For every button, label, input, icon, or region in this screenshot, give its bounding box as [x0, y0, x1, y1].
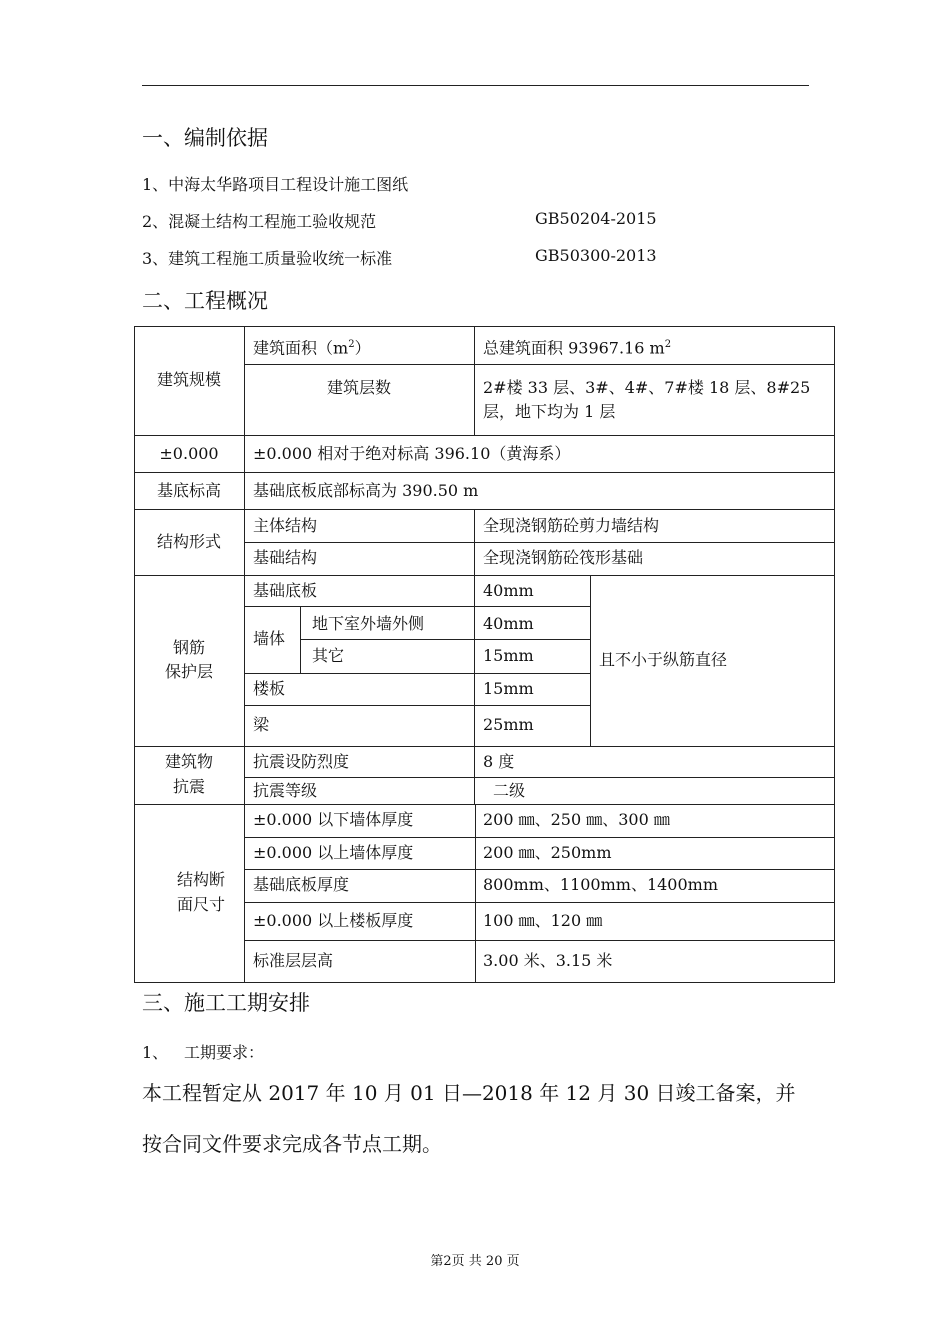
cover-note: 且不小于纵筋直径 [599, 650, 728, 669]
table-line [134, 804, 835, 805]
beam-label: 梁 [253, 715, 270, 734]
cover-slab-label: 基础底板 [253, 581, 318, 600]
scale-label: 建筑规模 [156, 370, 221, 389]
story-height-label: 标准层层高 [253, 951, 334, 970]
base-value: 基础底板底部标高为 390.50 m [253, 481, 479, 500]
basis-item-3-code: GB50300-2013 [535, 246, 657, 265]
area-value-text: 总建筑面积 93967.16 m [483, 338, 665, 358]
story-height-value: 3.00 米、3.15 米 [483, 951, 613, 970]
basis-item-2-code: GB50204-2015 [535, 209, 657, 228]
basis-item-3: 3、建筑工程施工质量验收统一标准 [142, 249, 393, 268]
floors-label: 建筑层数 [326, 378, 391, 397]
struct-label: 结构形式 [156, 532, 221, 551]
table-line [475, 804, 476, 983]
table-line [300, 639, 590, 640]
basis-item-1: 1、中海太华路项目工程设计施工图纸 [142, 175, 409, 194]
table-line [134, 575, 835, 576]
main-struct-value: 全现浇钢筋砼剪力墙结构 [483, 516, 660, 535]
table-line [134, 746, 835, 747]
schedule-paragraph-line2: 按合同文件要求完成各节点工期。 [142, 1132, 442, 1156]
table-line [244, 606, 590, 607]
zero-label: ±0.000 [159, 444, 219, 463]
wall-label: 墙体 [253, 629, 286, 648]
wall-other-label: 其它 [312, 646, 345, 665]
area-label [253, 334, 371, 359]
wall-other-value: 15mm [483, 646, 534, 665]
table-line [474, 575, 475, 746]
table-line [134, 472, 835, 473]
below-wall-value: 200 ㎜、250 ㎜、300 ㎜ [483, 810, 670, 829]
table-line [244, 940, 835, 941]
table-line [590, 575, 591, 746]
schedule-item-1-text: 工期要求： [184, 1043, 265, 1062]
wall-outer-label: 地下室外墙外侧 [312, 614, 425, 633]
floor-slab-label: 楼板 [253, 679, 286, 698]
cover-label-line2: 保护层 [164, 662, 213, 681]
table-line [244, 902, 835, 903]
main-struct-label: 主体结构 [253, 516, 318, 535]
area-value [483, 334, 671, 359]
table-line [244, 364, 835, 365]
grade-value: 二级 [493, 781, 526, 800]
schedule-item-1-number: 1、 [142, 1043, 169, 1062]
seismic-label-line1: 建筑物 [164, 752, 213, 771]
section-label-line2: 面尺寸 [176, 895, 225, 914]
table-line [244, 542, 835, 543]
page-footer: 第2页 共 20 页 [430, 1254, 520, 1269]
base-label: 基底标高 [156, 481, 221, 500]
found-struct-value: 全现浇钢筋砼筏形基础 [483, 548, 644, 567]
cover-label-line1: 钢筋 [172, 638, 205, 657]
intensity-label: 抗震设防烈度 [253, 752, 350, 771]
slab-thickness-label: 基础底板厚度 [253, 875, 350, 894]
table-line [474, 746, 475, 804]
table-line [244, 777, 835, 778]
area-label-sup: 2 [348, 339, 355, 350]
floors-value-line2: 层，地下均为 1 层 [483, 402, 616, 421]
basis-item-2: 2、混凝土结构工程施工验收规范 [142, 212, 377, 231]
cover-slab-value: 40mm [483, 581, 534, 600]
above-wall-value: 200 ㎜、250mm [483, 843, 612, 862]
schedule-paragraph-line1: 本工程暂定从 2017 年 10 月 01 日—2018 年 12 月 30 日竣工备案，并 [142, 1081, 796, 1105]
slab-thickness-value: 800mm、1100mm、1400mm [483, 875, 719, 894]
table-line [474, 509, 475, 575]
table-line [244, 837, 835, 838]
section-label-line1: 结构断 [176, 870, 225, 889]
table-line [134, 435, 835, 436]
section3-title: 三、施工工期安排 [142, 991, 310, 1015]
zero-value: ±0.000 相对于绝对标高 396.10（黄海系） [253, 444, 571, 463]
below-wall-label: ±0.000 以下墙体厚度 [253, 810, 414, 829]
table-line [474, 326, 475, 436]
above-wall-label: ±0.000 以上墙体厚度 [253, 843, 414, 862]
grade-label: 抗震等级 [253, 781, 318, 800]
area-value-sup: 2 [664, 339, 672, 350]
beam-value: 25mm [483, 715, 534, 734]
intensity-value: 8 度 [483, 752, 515, 771]
area-label-text: 建筑面积（m [253, 338, 349, 358]
floor-slab-value: 15mm [483, 679, 534, 698]
table-line [244, 869, 835, 870]
floors-value-line1: 2#楼 33 层、3#、4#、7#楼 18 层、8#25 [483, 378, 811, 397]
table-line [244, 705, 590, 706]
table-line [244, 673, 590, 674]
floor-thickness-label: ±0.000 以上楼板厚度 [253, 911, 414, 930]
floor-thickness-value: 100 ㎜、120 ㎜ [483, 911, 603, 930]
header-rule [142, 85, 809, 86]
section2-title: 二、工程概况 [142, 289, 268, 313]
area-label-end: ） [354, 338, 371, 358]
found-struct-label: 基础结构 [253, 548, 318, 567]
seismic-label-line2: 抗震 [172, 777, 205, 796]
section1-title: 一、编制依据 [142, 126, 268, 150]
wall-outer-value: 40mm [483, 614, 534, 633]
table-line [134, 509, 835, 510]
